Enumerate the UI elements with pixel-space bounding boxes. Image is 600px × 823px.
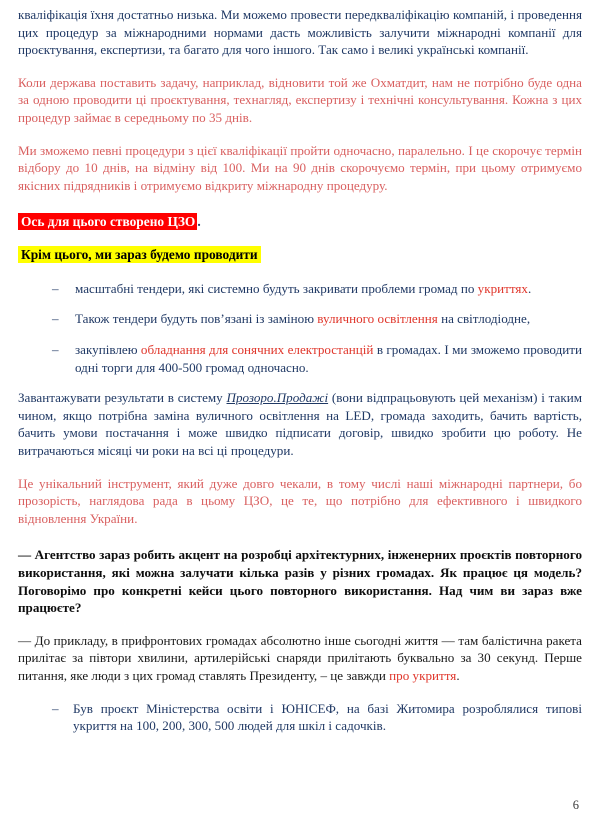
red-highlight-line (18, 213, 582, 231)
yellow-highlight-text: Крім цього, ми зараз будемо проводити (18, 246, 261, 263)
bullet-text-1a: масштабні тендери, які системно будуть закривати проблеми громад по (75, 280, 478, 296)
bullet-dash-icon: – (52, 280, 59, 296)
paragraph-4-pre: Завантажувати результати в систему (18, 390, 227, 406)
bullet-text-2c: на світлодіодне, (437, 311, 531, 327)
page-number: 6 (572, 798, 579, 812)
bullet-dash-icon: – (52, 311, 59, 327)
bullet-text-2b-red: вуличного освітлення (317, 311, 438, 327)
paragraph-4 (18, 389, 582, 459)
bullet-text-3b-red: обладнання для сонячних електростанцій (140, 341, 374, 357)
interview-question: — Агентство зараз робить акцент на розробці архітектурних, інженерних проєктів повторного використання, які можна залучати кілька разів у різних громадах. Як працює ця модель? Поговорімо про конкретні кейси цього повторного використання. Над чим ви зараз вже працюєте? (18, 547, 582, 616)
paragraph-5: Це унікальний інструмент, який дуже довго чекали, в тому числі наші міжнародні партнери, бо прозорість, наглядова рада в цьому ЦЗО, це те, що потрібно для ефективного і швидкого відновлення України. (18, 475, 582, 526)
paragraph-4-post: (вони відпрацьовують цей механізм) і таким чином, якщо потрібна заміна вуличного освітлення на LED, громада заходить, бачить вартість, бачить умови постачання і може швидко підписати договір, швидко зробити цю роботу. Не витрачаються місяці чи роки на всі ці процедури. (18, 390, 582, 458)
paragraph-2: Коли держава поставить задачу, наприклад, відновити той же Охматдит, нам не потрібно буде одна за одною проводити ці проєктування, технагляд, експертизу і технічні консультування. Кожна з цих процедур займає в середньому по 35 днів. (18, 74, 582, 126)
paragraph-3: Ми зможемо певні процедури з цієї кваліфікації пройти одночасно, паралельно. І це скорочує термін відбору до 10 днів, на відміну від 100. Ми на 90 днів скорочуємо термін, при цьому отримуємо якісних підрядників і отримуємо відкриту міжнародну процедуру. (18, 142, 582, 193)
bullet-text-2a: Також тендери будуть пов’язані із заміною (75, 311, 318, 327)
bullet-tail-text: Був проєкт Міністерства освіти і ЮНІСЕФ, на базі Житомира розроблялися типові укриття на 100, 200, 300, 500 людей для шкіл і садочків. (73, 700, 582, 734)
red-highlight-text: Ось для цього створено ЦЗО (18, 213, 197, 230)
list-item (18, 341, 582, 376)
list-item (18, 280, 582, 298)
bullet-list-tail (18, 700, 582, 735)
interview-answer (18, 632, 582, 685)
bullet-text-1b-red: укриттях (477, 280, 528, 296)
list-item (18, 310, 582, 328)
bullet-text-3a: закупівлею (75, 341, 141, 357)
answer-post: . (456, 668, 460, 684)
prozorro-prodazhi-link[interactable]: Прозоро.Продажі (226, 390, 329, 406)
red-highlight-trailing: . (197, 214, 201, 230)
bullet-text-3c: в громадах. І ми зможемо проводити одні торги для 400-500 громад одночасно. (75, 341, 582, 375)
paragraph-1: кваліфікація їхня достатньо низька. Ми можемо провести передкваліфікацію компаній, і проведення цих процедур за міжнародними нормами дасть можливість залучити міжнародні компанії для проєктування, експертизи, та багато для чого іншого. Так само і великі українські компанії. (18, 7, 582, 58)
bullet-list-main (18, 280, 582, 376)
bullet-text-1c: . (527, 280, 532, 296)
yellow-highlight-line (18, 246, 582, 264)
answer-red-phrase: про укриття (389, 668, 457, 684)
bullet-dash-icon: – (52, 341, 59, 357)
answer-pre: — До прикладу, в прифронтових громадах абсолютно інше сьогодні життя — там балістична ракета прилітає за півтори хвилини, артилерійські снаряди прилітають буквально за 30 секунд. Перше питання, яке люди з цих громад ставлять Президенту, – це завжди (18, 632, 582, 684)
list-item (18, 700, 582, 735)
bullet-dash-icon: – (52, 700, 59, 716)
